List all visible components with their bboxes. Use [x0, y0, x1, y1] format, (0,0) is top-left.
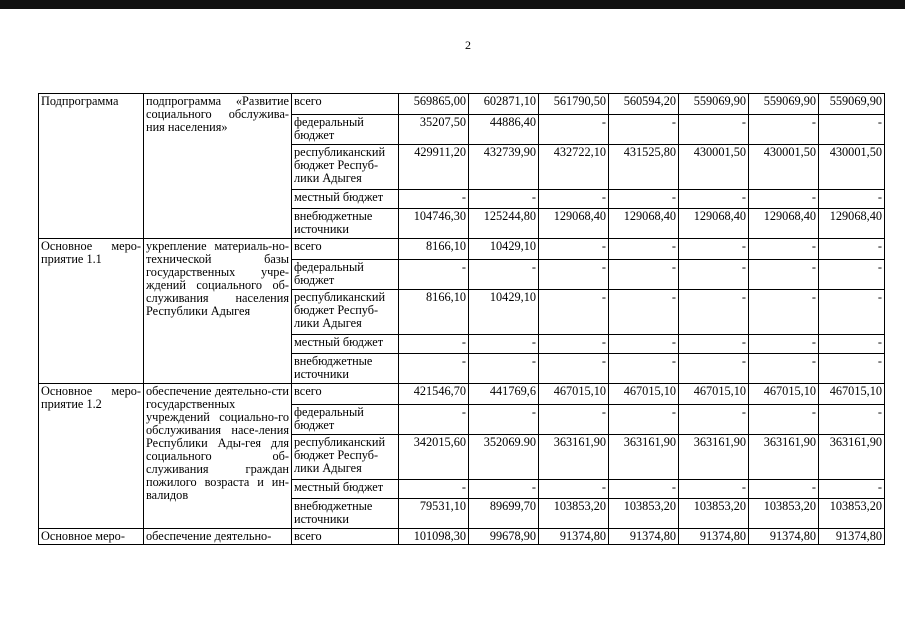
amount-cell: 352069.90 [469, 435, 539, 480]
amount-cell: 467015,10 [749, 384, 819, 405]
amount-cell: - [749, 239, 819, 260]
amount-cell: 91374,80 [819, 529, 885, 545]
amount-cell: - [819, 480, 885, 499]
amount-cell: - [399, 190, 469, 209]
amount-cell: - [679, 290, 749, 335]
amount-cell: - [469, 405, 539, 435]
amount-cell: 129068,40 [679, 209, 749, 239]
amount-cell: 569865,00 [399, 94, 469, 115]
amount-cell: - [749, 260, 819, 290]
funding-source-cell: всего [292, 529, 399, 545]
program-description-cell: подпрограмма «Развитие социального обслужива-ния населения» [144, 94, 292, 239]
amount-cell: 467015,10 [679, 384, 749, 405]
program-type-cell: Основное меро-приятие 1.2 [39, 384, 144, 529]
amount-cell: 560594,20 [609, 94, 679, 115]
funding-source-cell: всего [292, 239, 399, 260]
program-type-cell: Подпрограмма [39, 94, 144, 239]
amount-cell: 467015,10 [819, 384, 885, 405]
amount-cell: - [819, 335, 885, 354]
amount-cell: - [609, 115, 679, 145]
funding-source-cell: внебюджетные источники [292, 209, 399, 239]
amount-cell: 103853,20 [609, 499, 679, 529]
amount-cell: 99678,90 [469, 529, 539, 545]
amount-cell: - [469, 260, 539, 290]
funding-source-cell: местный бюджет [292, 480, 399, 499]
amount-cell: - [399, 354, 469, 384]
amount-cell: 467015,10 [609, 384, 679, 405]
amount-cell: 10429,10 [469, 290, 539, 335]
amount-cell: 103853,20 [679, 499, 749, 529]
amount-cell: 8166,10 [399, 239, 469, 260]
amount-cell: - [749, 405, 819, 435]
amount-cell: 129068,40 [539, 209, 609, 239]
amount-cell: - [609, 480, 679, 499]
amount-cell: 559069,90 [819, 94, 885, 115]
amount-cell: - [679, 405, 749, 435]
amount-cell: - [749, 354, 819, 384]
funding-source-cell: местный бюджет [292, 335, 399, 354]
amount-cell: 125244,80 [469, 209, 539, 239]
funding-source-cell: республиканский бюджет Респуб-лики Адыгея [292, 435, 399, 480]
amount-cell: - [749, 335, 819, 354]
program-description-cell: обеспечение деятельно- [144, 529, 292, 545]
amount-cell: 363161,90 [539, 435, 609, 480]
amount-cell: - [679, 239, 749, 260]
amount-cell: - [539, 335, 609, 354]
amount-cell: - [749, 480, 819, 499]
amount-cell: 103853,20 [749, 499, 819, 529]
program-description-cell: обеспечение деятельно-сти государственных учреждений социально-го обслуживания насе-ления Республики Ады-гея для социального об-служивания граждан пожилого возраста и ин-валидов [144, 384, 292, 529]
amount-cell: 363161,90 [609, 435, 679, 480]
amount-cell: - [609, 239, 679, 260]
funding-source-cell: внебюджетные источники [292, 354, 399, 384]
amount-cell: - [749, 190, 819, 209]
funding-source-cell: всего [292, 94, 399, 115]
scan-top-border [0, 0, 905, 9]
amount-cell: 602871,10 [469, 94, 539, 115]
amount-cell: 79531,10 [399, 499, 469, 529]
amount-cell: 430001,50 [679, 145, 749, 190]
amount-cell: 561790,50 [539, 94, 609, 115]
amount-cell: - [399, 480, 469, 499]
amount-cell: 559069,90 [679, 94, 749, 115]
amount-cell: - [469, 354, 539, 384]
amount-cell: 431525,80 [609, 145, 679, 190]
amount-cell: - [819, 405, 885, 435]
amount-cell: 363161,90 [819, 435, 885, 480]
amount-cell: 129068,40 [749, 209, 819, 239]
amount-cell: 432722,10 [539, 145, 609, 190]
amount-cell: 91374,80 [539, 529, 609, 545]
amount-cell: 10429,10 [469, 239, 539, 260]
program-type-cell: Основное меро-приятие 1.1 [39, 239, 144, 384]
amount-cell: - [679, 354, 749, 384]
amount-cell: 103853,20 [819, 499, 885, 529]
amount-cell: - [609, 260, 679, 290]
amount-cell: 101098,30 [399, 529, 469, 545]
amount-cell: 129068,40 [819, 209, 885, 239]
amount-cell: - [679, 480, 749, 499]
amount-cell: 103853,20 [539, 499, 609, 529]
amount-cell: - [539, 405, 609, 435]
amount-cell: 363161,90 [679, 435, 749, 480]
amount-cell: - [539, 480, 609, 499]
amount-cell: - [609, 354, 679, 384]
amount-cell: - [539, 260, 609, 290]
amount-cell: - [469, 335, 539, 354]
amount-cell: - [539, 115, 609, 145]
amount-cell: 8166,10 [399, 290, 469, 335]
funding-source-cell: всего [292, 384, 399, 405]
funding-source-cell: республиканский бюджет Респуб-лики Адыгея [292, 290, 399, 335]
amount-cell: - [469, 190, 539, 209]
funding-source-cell: республиканский бюджет Респуб-лики Адыгея [292, 145, 399, 190]
table-row [39, 529, 885, 545]
amount-cell: 91374,80 [609, 529, 679, 545]
amount-cell: - [749, 115, 819, 145]
amount-cell: - [399, 260, 469, 290]
amount-cell: - [609, 335, 679, 354]
amount-cell: 89699,70 [469, 499, 539, 529]
amount-cell: 429911,20 [399, 145, 469, 190]
amount-cell: 104746,30 [399, 209, 469, 239]
amount-cell: 91374,80 [749, 529, 819, 545]
table-row [39, 239, 885, 260]
amount-cell: - [819, 354, 885, 384]
table-row [39, 94, 885, 115]
amount-cell: 421546,70 [399, 384, 469, 405]
amount-cell: - [679, 335, 749, 354]
funding-source-cell: федеральный бюджет [292, 115, 399, 145]
budget-table [38, 93, 885, 545]
amount-cell: 432739,90 [469, 145, 539, 190]
funding-source-cell: внебюджетные источники [292, 499, 399, 529]
amount-cell: 363161,90 [749, 435, 819, 480]
amount-cell: - [749, 290, 819, 335]
amount-cell: 467015,10 [539, 384, 609, 405]
program-type-cell: Основное меро- [39, 529, 144, 545]
amount-cell: - [819, 239, 885, 260]
amount-cell: - [609, 405, 679, 435]
program-description-cell: укрепление материаль-но-технической базы государственных учре-ждений социального об-служивания населения Республики Адыгея [144, 239, 292, 384]
amount-cell: 129068,40 [609, 209, 679, 239]
page-number: 2 [465, 38, 471, 52]
amount-cell: - [679, 115, 749, 145]
amount-cell: - [539, 354, 609, 384]
amount-cell: - [609, 190, 679, 209]
amount-cell: - [399, 405, 469, 435]
amount-cell: - [469, 480, 539, 499]
amount-cell: - [539, 190, 609, 209]
amount-cell: 342015,60 [399, 435, 469, 480]
amount-cell: - [679, 190, 749, 209]
amount-cell: 35207,50 [399, 115, 469, 145]
amount-cell: - [399, 335, 469, 354]
amount-cell: - [819, 260, 885, 290]
funding-source-cell: федеральный бюджет [292, 405, 399, 435]
amount-cell: 44886,40 [469, 115, 539, 145]
funding-source-cell: федеральный бюджет [292, 260, 399, 290]
amount-cell: 430001,50 [819, 145, 885, 190]
table-row [39, 384, 885, 405]
amount-cell: 441769,6 [469, 384, 539, 405]
funding-source-cell: местный бюджет [292, 190, 399, 209]
amount-cell: - [819, 190, 885, 209]
amount-cell: 559069,90 [749, 94, 819, 115]
amount-cell: - [539, 290, 609, 335]
amount-cell: - [679, 260, 749, 290]
amount-cell: - [819, 290, 885, 335]
amount-cell: 430001,50 [749, 145, 819, 190]
amount-cell: - [609, 290, 679, 335]
amount-cell: 91374,80 [679, 529, 749, 545]
amount-cell: - [539, 239, 609, 260]
amount-cell: - [819, 115, 885, 145]
